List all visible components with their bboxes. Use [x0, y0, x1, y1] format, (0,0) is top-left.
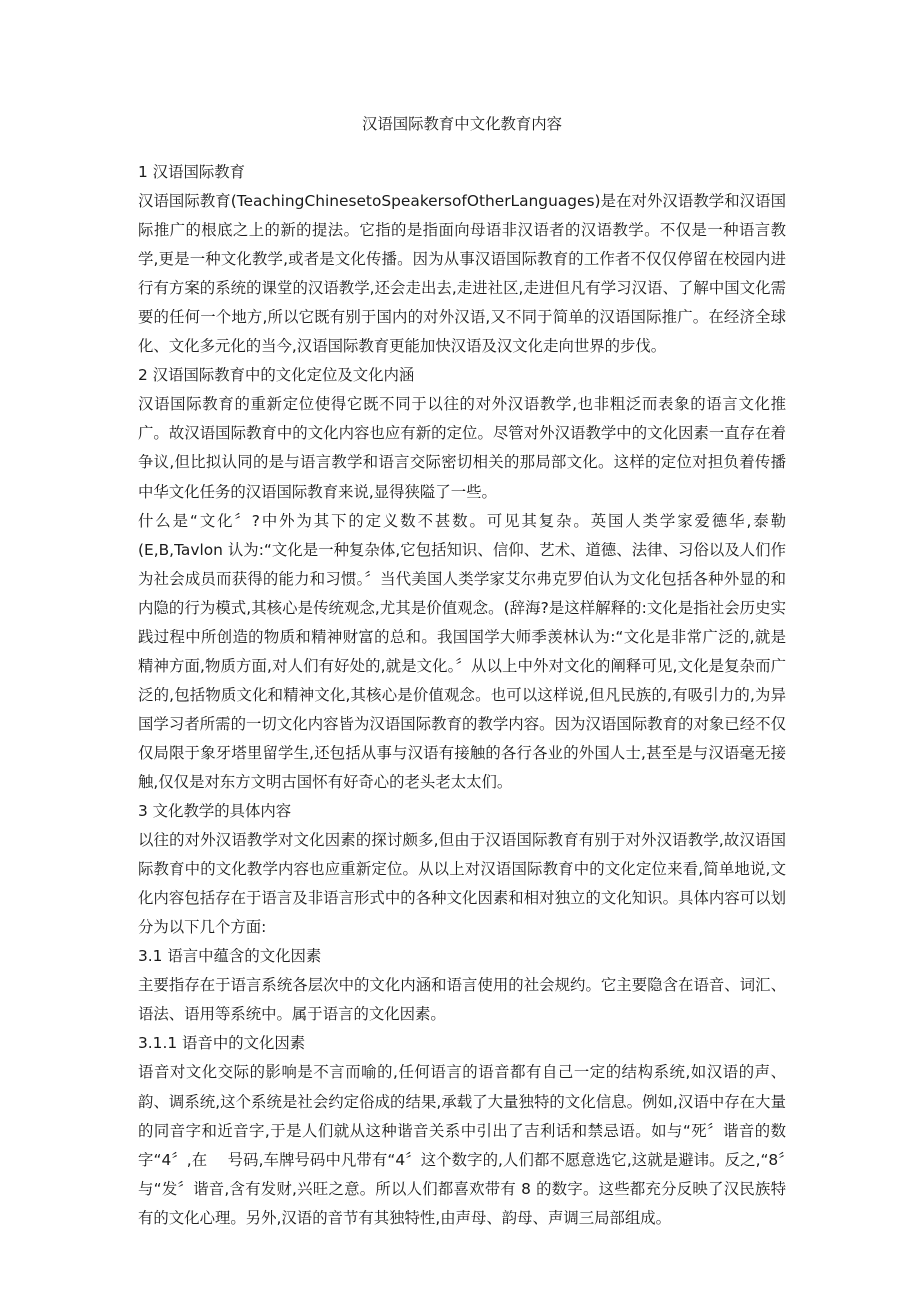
document-body	[138, 110, 786, 1233]
paragraph: 主要指存在于语言系统各层次中的文化内涵和语言使用的社会规约。它主要隐含在语音、词汇、语法、语用等系统中。属于语言的文化因素。	[138, 976, 786, 1024]
paragraph: 汉语国际教育的重新定位使得它既不同于以往的对外汉语教学,也非粗泛而表象的语言文化推广。故汉语国际教育中的文化内容也应有新的定位。尽管对外汉语教学中的文化因素一直存在着争议,但比拟认同的是与语言教学和语言交际密切相关的那局部文化。这样的定位对担负着传播中华文化任务的汉语国际教育来说,显得狭隘了一些。	[138, 395, 786, 501]
section-heading: 2 汉语国际教育中的文化定位及文化内涵	[138, 366, 415, 385]
section-heading: 3.1.1 语音中的文化因素	[138, 1034, 306, 1053]
document-blocks	[138, 158, 786, 1233]
section-heading: 3.1 语言中蕴含的文化因素	[138, 947, 322, 966]
document-title: 汉语国际教育中文化教育内容	[361, 115, 563, 133]
paragraph: 汉语国际教育(TeachingChinesetoSpeakersofOtherLanguages)是在对外汉语教学和汉语国际推广的根底之上的新的提法。它指的是指面向母语非汉语者的汉语教学。不仅是一种语言教学,更是一种文化教学,或者是文化传播。因为从事汉语国际教育的工作者不仅仅停留在校园内进行有方案的系统的课堂的汉语教学,还会走出去,走进社区,走进但凡有学习汉语、了解中国文化需要的任何一个地方,所以它既有别于国内的对外汉语,又不同于简单的汉语国际推广。在经济全球化、文化多元化的当今,汉语国际教育更能加快汉语及汉文化走向世界的步伐。	[138, 192, 786, 356]
section-heading: 1 汉语国际教育	[138, 163, 246, 181]
paragraph: 以往的对外汉语教学对文化因素的探讨颇多,但由于汉语国际教育有别于对外汉语教学,故汉语国际教育中的文化教学内容也应重新定位。从以上对汉语国际教育中的文化定位来看,简单地说,文化内容包括存在于语言及非语言形式中的各种文化因素和相对独立的文化知识。具体内容可以划分为以下几个方面:	[138, 831, 786, 937]
section-heading: 3 文化教学的具体内容	[138, 802, 292, 821]
paragraph: 什么是“文化〞?中外为其下的定义数不甚数。可见其复杂。英国人类学家爱德华,泰勒(E,B,Tavlon 认为:“文化是一种复杂体,它包括知识、信仰、艺术、道德、法律、习俗以及人们作为社会成员而获得的能力和习惯。〞当代美国人类学家艾尔弗克罗伯认为文化包括各种外显的和内隐的行为模式,其核心是传统观念,尤其是价值观念。(辞海?是这样解释的:文化是指社会历史实践过程中所创造的物质和精神财富的总和。我国国学大师季羡林认为:“文化是非常广泛的,就是精神方面,物质方面,对人们有好处的,就是文化。〞从以上中外对文化的阐释可见,文化是复杂而广泛的,包括物质文化和精神文化,其核心是价值观念。也可以这样说,但凡民族的,有吸引力的,为异国学习者所需的一切文化内容皆为汉语国际教育的教学内容。因为汉语国际教育的对象已经不仅仅局限于象牙塔里留学生,还包括从事与汉语有接触的各行各业的外国人士,甚至是与汉语毫无接触,仅仅是对东方文明古国怀有好奇心的老头老太太们。	[138, 511, 786, 791]
paragraph: 语音对文化交际的影响是不言而喻的,任何语言的语音都有自己一定的结构系统,如汉语的声、韵、调系统,这个系统是社会约定俗成的结果,承载了大量独特的文化信息。例如,汉语中存在大量的同音字和近音字,于是人们就从这种谐音关系中引出了吉利话和禁忌语。如与“死〞谐音的数字“4〞,在 号码,车牌号码中凡带有“4〞这个数字的,人们都不愿意选它,这就是避讳。反之,“8〞与“发〞谐音,含有发财,兴旺之意。所以人们都喜欢带有 8 的数字。这些都充分反映了汉民族特有的文化心理。另外,汉语的音节有其独特性,由声母、韵母、声调三局部组成。	[138, 1063, 786, 1227]
